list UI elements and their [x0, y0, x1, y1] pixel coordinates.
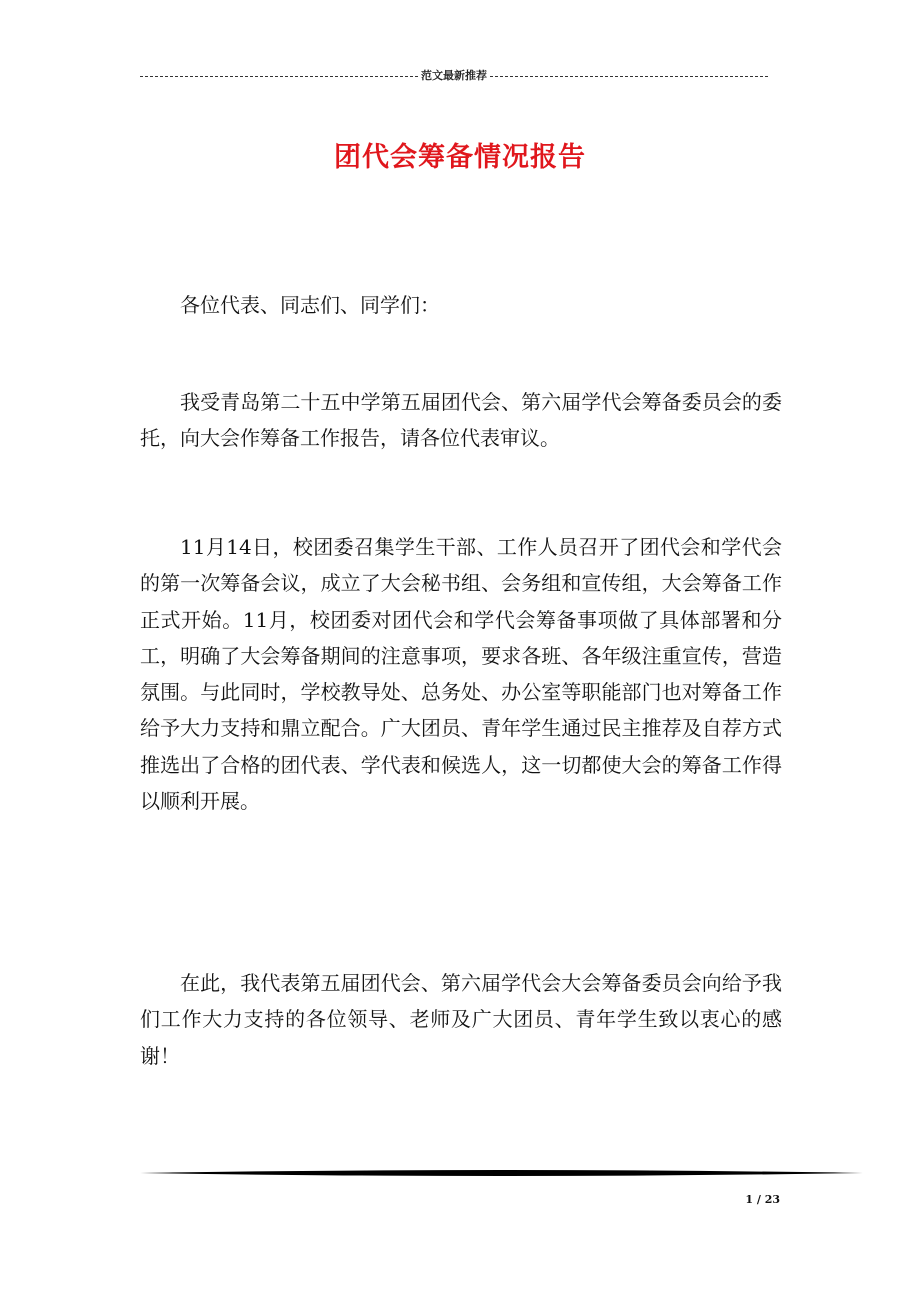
- paragraph-1: 我受青岛第二十五中学第五届团代会、第六届学代会筹备委员会的委托，向大会作筹备工作报告，请各位代表审议。: [140, 390, 782, 451]
- header-label: 范文最新推荐: [421, 69, 487, 82]
- header-dash-left: [140, 76, 418, 77]
- document-title: 团代会筹备情况报告: [334, 142, 586, 174]
- header-rule: [140, 68, 768, 84]
- footer-rule: [140, 1167, 863, 1179]
- paragraph-2: 11月14日，校团委召集学生干部、工作人员召开了团代会和学代会的第一次筹备会议，成立了大会秘书组、会务组和宣传组，大会筹备工作正式开始。11月，校团委对团代会和学代会筹备事项做了具体部署和分工，明确了大会筹备期间的注意事项，要求各班、各年级注重宣传，营造氛围。与此同时，学校教导处、总务处、办公室等职能部门也对筹备工作给予大力支持和鼎立配合。广大团员、青年学生通过民主推荐及自荐方式推选出了合格的团代表、学代表和候选人，这一切都使大会的筹备工作得以顺利开展。: [140, 535, 782, 814]
- page-number: 1 / 23: [745, 1193, 780, 1206]
- paragraph-3: 在此，我代表第五届团代会、第六届学代会大会筹备委员会向给予我们工作大力支持的各位领导、老师及广大团员、青年学生致以衷心的感谢！: [140, 971, 782, 1068]
- salutation: 各位代表、同志们、同学们：: [180, 293, 440, 317]
- header-dash-right: [490, 76, 768, 77]
